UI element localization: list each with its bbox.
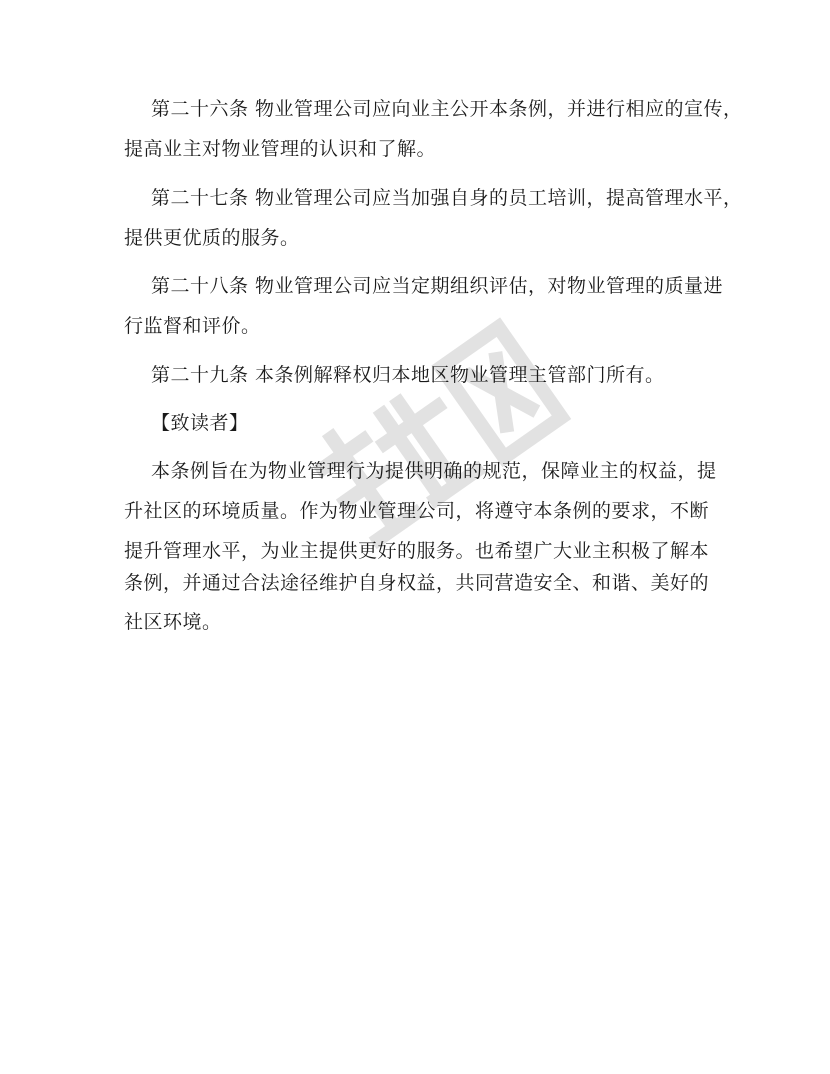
- article-29-line-1: 第二十九条 本条例解释权归本地区物业管理主管部门所有。: [151, 364, 665, 386]
- reader-line-2: 升社区的环境质量。作为物业管理公司，将遵守本条例的要求，不断: [124, 500, 710, 522]
- reader-line-3: 提升管理水平，为业主提供更好的服务。也希望广大业主积极了解本: [124, 540, 710, 562]
- reader-heading: 【致读者】: [151, 412, 249, 434]
- article-26-line-2: 提高业主对物业管理的认识和了解。: [124, 138, 437, 160]
- reader-line-5: 社区环境。: [124, 611, 222, 633]
- reader-line-1: 本条例旨在为物业管理行为提供明确的规范，保障业主的权益，提: [151, 460, 717, 482]
- article-27-line-2: 提供更优质的服务。: [124, 227, 300, 249]
- reader-line-4: 条例，并通过合法途径维护自身权益，共同营造安全、和谐、美好的: [124, 572, 710, 594]
- article-26-line-1: 第二十六条 物业管理公司应向业主公开本条例，并进行相应的宣传，: [151, 98, 743, 120]
- article-28-line-2: 行监督和评价。: [124, 315, 261, 337]
- article-28-line-1: 第二十八条 物业管理公司应当定期组织评估，对物业管理的质量进: [151, 275, 724, 297]
- article-27-line-1: 第二十七条 物业管理公司应当加强自身的员工培训，提高管理水平，: [151, 187, 743, 209]
